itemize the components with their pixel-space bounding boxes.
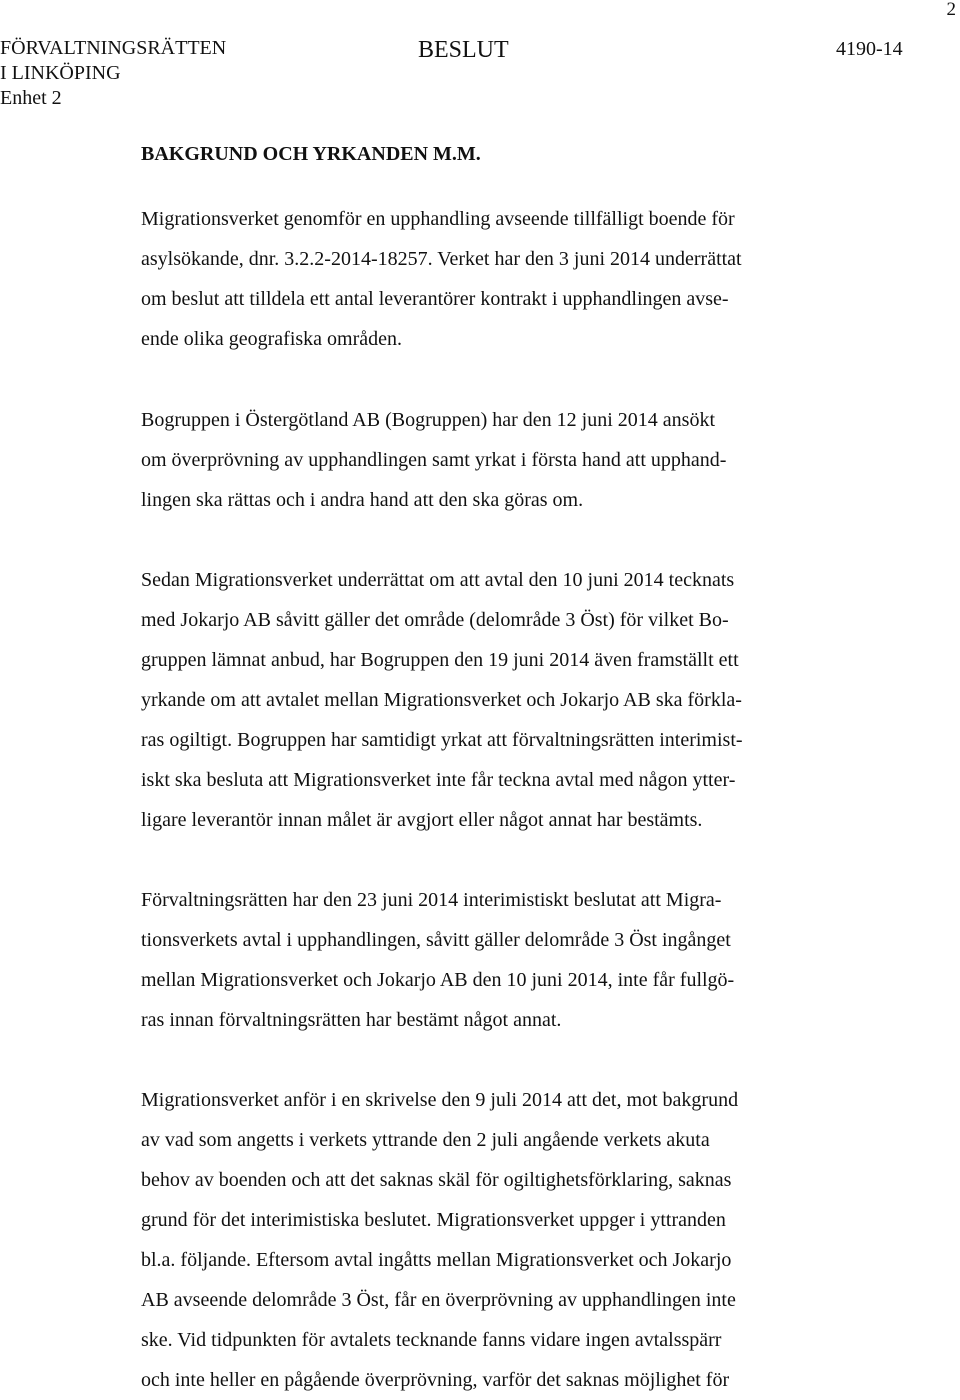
paragraph-line: behov av boenden och att det saknas skäl för ogiltighetsförklaring, saknas: [141, 1169, 732, 1191]
court-name-line2: I LINKÖPING: [0, 62, 121, 84]
paragraph-line: om överprövning av upphandlingen samt yrkat i första hand att upphand-: [141, 449, 727, 471]
paragraph-line: och inte heller en pågående överprövning, varför det saknas möjlighet för: [141, 1369, 730, 1391]
paragraph-4: [141, 880, 841, 1040]
court-unit: Enhet 2: [0, 87, 62, 109]
paragraph-line: ras ogiltigt. Bogruppen har samtidigt yrkat att förvaltningsrätten interimist-: [141, 729, 743, 751]
case-number: 4190-14: [836, 38, 903, 60]
document-type: BESLUT: [418, 37, 509, 63]
paragraph-line: yrkande om att avtalet mellan Migrationsverket och Jokarjo AB ska förkla-: [141, 689, 742, 711]
paragraph-line: tionsverkets avtal i upphandlingen, såvitt gäller delområde 3 Öst ingånget: [141, 929, 731, 951]
paragraph-line: Migrationsverket genomför en upphandling avseende tillfälligt boende för: [141, 208, 735, 230]
paragraph-line: Förvaltningsrätten har den 23 juni 2014 interimistiskt beslutat att Migra-: [141, 889, 722, 911]
paragraph-line: av vad som angetts i verkets yttrande den 2 juli angående verkets akuta: [141, 1129, 710, 1151]
paragraph-line: iskt ska besluta att Migrationsverket inte får teckna avtal med någon ytter-: [141, 769, 736, 791]
paragraph-1: [141, 199, 841, 359]
court-name-block: [0, 36, 226, 111]
paragraph-line: lingen ska rättas och i andra hand att den ska göras om.: [141, 489, 584, 511]
paragraph-3: [141, 560, 841, 840]
paragraph-line: grund för det interimistiska beslutet. Migrationsverket uppger i yttranden: [141, 1209, 726, 1231]
paragraph-line: ske. Vid tidpunkten för avtalets tecknande fanns vidare ingen avtalsspärr: [141, 1329, 722, 1351]
paragraph-line: med Jokarjo AB såvitt gäller det område (delområde 3 Öst) för vilket Bo-: [141, 609, 729, 631]
paragraph-line: mellan Migrationsverket och Jokarjo AB den 10 juni 2014, inte får fullgö-: [141, 969, 735, 991]
paragraph-line: ras innan förvaltningsrätten har bestämt något annat.: [141, 1009, 562, 1031]
paragraph-line: AB avseende delområde 3 Öst, får en överprövning av upphandlingen inte: [141, 1289, 736, 1311]
paragraph-line: Bogruppen i Östergötland AB (Bogruppen) har den 12 juni 2014 ansökt: [141, 409, 716, 431]
paragraph-2: [141, 400, 841, 520]
paragraph-line: Migrationsverket anför i en skrivelse den 9 juli 2014 att det, mot bakgrund: [141, 1089, 739, 1111]
court-name-line1: FÖRVALTNINGSRÄTTEN: [0, 37, 227, 59]
paragraph-line: asylsökande, dnr. 3.2.2-2014-18257. Verket har den 3 juni 2014 underrättat: [141, 248, 742, 270]
paragraph-5: [141, 1080, 841, 1400]
paragraph-line: Sedan Migrationsverket underrättat om att avtal den 10 juni 2014 tecknats: [141, 569, 735, 591]
paragraph-line: bl.a. följande. Eftersom avtal ingåtts mellan Migrationsverket och Jokarjo: [141, 1249, 732, 1271]
paragraph-line: gruppen lämnat anbud, har Bogruppen den 19 juni 2014 även framställt ett: [141, 649, 739, 671]
paragraph-line: ende olika geografiska områden.: [141, 328, 403, 350]
paragraph-line: ligare leverantör innan målet är avgjort eller något annat har bestämts.: [141, 809, 703, 831]
page-number: 2: [946, 0, 956, 20]
paragraph-line: om beslut att tilldela ett antal leverantörer kontrakt i upphandlingen avse-: [141, 288, 729, 310]
section-heading: BAKGRUND OCH YRKANDEN M.M.: [141, 143, 481, 165]
